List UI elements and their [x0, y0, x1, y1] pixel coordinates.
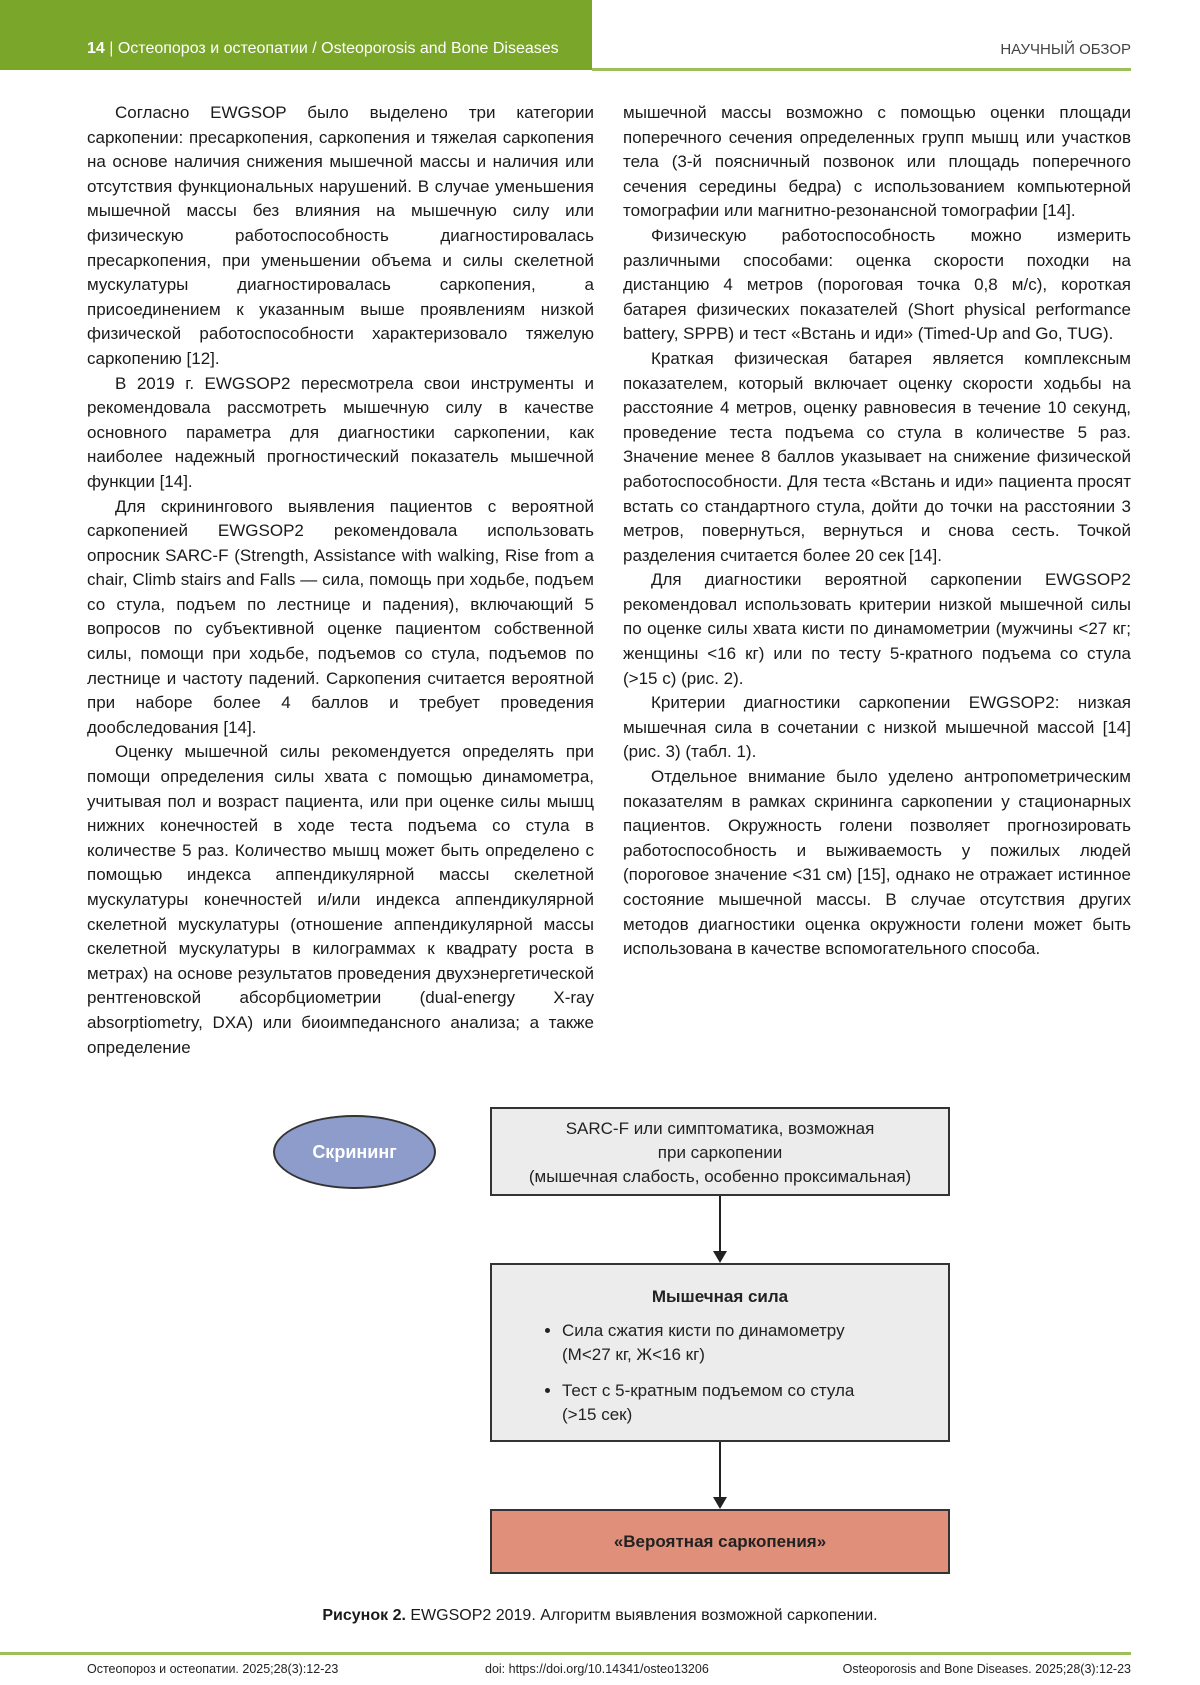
arrow-down-icon — [719, 1196, 721, 1261]
criterion-item — [562, 1319, 948, 1367]
paragraph: Краткая физическая батарея является комплексным показателем, который включает оценку скорости ходьбы на расстояние 4 метров, оценку равновесия в течение 10 секунд, проведение теста подъема со стула в количестве 5 раз. Значение менее 8 баллов указывает на снижение физической работоспособности. Для теста «Встань и иди» пациента просят встать со стандартного стула, дойти до точки на расстоянии 3 метров, повернуться, вернуться и снова сесть. Точкой разделения считается более 20 сек [14]. — [623, 348, 1131, 565]
running-header: 14 | Остеопороз и остеопатии / Osteoporosis and Bone Diseases — [87, 40, 559, 57]
page-number: 14 — [87, 40, 105, 57]
paragraph: В 2019 г. EWGSOP2 пересмотрела свои инструменты и рекомендовала рассмотреть мышечную силу в качестве основного параметра для диагностики саркопении, как наиболее надежный прогностический показатель мышечной функции [14]. — [87, 373, 594, 491]
sarc-f-box — [490, 1107, 950, 1196]
section-label: НАУЧНЫЙ ОБЗОР — [1000, 41, 1131, 58]
criterion-threshold: (М<27 кг, Ж<16 кг) — [562, 1345, 705, 1364]
figure-caption — [0, 1607, 1200, 1625]
arrow-down-icon — [719, 1442, 721, 1507]
header-divider — [592, 68, 1131, 71]
muscle-strength-box — [490, 1263, 950, 1442]
footer-citation-en: Osteoporosis and Bone Diseases. 2025;28(3):12-23 — [842, 1662, 1131, 1676]
header-band — [0, 0, 592, 70]
criterion-text: Сила сжатия кисти по динамометру — [562, 1321, 845, 1340]
probable-sarcopenia-box: «Вероятная саркопения» — [490, 1509, 950, 1574]
left-column — [87, 101, 594, 1060]
paragraph: мышечной массы возможно с помощью оценки площади поперечного сечения определенных групп мышц или участков тела (3-й поясничный позвонок или площадь поперечного сечения середины бедра) с использованием компьютерной томографии или магнитно-резонансной томографии [14]. — [623, 103, 1131, 221]
screening-ellipse: Скрининг — [273, 1115, 436, 1189]
footer-doi[interactable]: doi: https://doi.org/10.14341/osteo13206 — [485, 1662, 709, 1676]
criterion-item — [562, 1379, 948, 1427]
journal-title: Остеопороз и остеопатии / Osteoporosis and Bone Diseases — [117, 40, 559, 57]
paragraph: Отдельное внимание было уделено антропометрическим показателям в рамках скрининга саркопении у стационарных пациентов. Окружность голени позволяет прогнозировать работоспособность и выживаемость у пожилых людей (пороговое значение <31 см) [15], однако не отражает истинное состояние мышечной массы. В случае отсутствия других методов диагностики оценка окружности голени может быть использована в качестве вспомогательного способа. — [623, 767, 1131, 959]
paragraph: Для диагностики вероятной саркопении EWGSOP2 рекомендовал использовать критерии низкой мышечной силы по оценке силы хвата кисти по динамометрии (мужчины <27 кг; женщины <16 кг) или по тесту 5-кратного подъема со стула (>15 с) (рис. 2). — [623, 570, 1131, 688]
footer-divider — [0, 1652, 1131, 1655]
right-column — [623, 101, 1131, 962]
box-title: Мышечная сила — [651, 1287, 789, 1306]
caption-text: EWGSOP2 2019. Алгоритм выявления возможной саркопении. — [405, 1607, 878, 1624]
caption-label: Рисунок 2. — [322, 1607, 406, 1624]
criterion-threshold: (>15 сек) — [562, 1405, 633, 1424]
paragraph: Согласно EWGSOP было выделено три категории саркопении: пресаркопения, саркопения и тяжелая саркопения на основе наличия снижения мышечной массы и наличия или отсутствия функциональных нарушений. В случае уменьшения мышечной массы без влияния на мышечную силу или физическую работоспособность диагностировалась пресаркопения, при уменьшении объема и силы скелетной мускулатуры диагностировалась саркопения, а присоединением к указанным выше проявлениям низкой физической работоспособности характеризовало тяжелую саркопению [12]. — [87, 103, 594, 368]
box-line: (мышечная слабость, особенно проксимальная) — [528, 1167, 912, 1186]
paragraph: Физическую работоспособность можно измерить различными способами: оценка скорости походки на дистанцию 4 метров (пороговая точка 0,8 м/с), короткая батарея физических показателей (Short physical performance battery, SPPB) и тест «Встань и иди» (Timed-Up and Go, TUG). — [623, 225, 1131, 344]
criterion-text: Тест с 5-кратным подъемом со стула — [562, 1381, 855, 1400]
box-line: SARC-F или симптоматика, возможная — [565, 1119, 875, 1138]
paragraph: Критерии диагностики саркопении EWGSOP2: низкая мышечная сила в сочетании с низкой мышечной массой [14] (рис. 3) (табл. 1). — [623, 693, 1131, 762]
footer-citation-ru: Остеопороз и остеопатии. 2025;28(3):12-23 — [87, 1662, 339, 1676]
paragraph: Оценку мышечной силы рекомендуется определять при помощи определения силы хвата с помощью динамометра, учитывая пол и возраст пациента, или при оценке силы мышц нижних конечностей в ходе теста подъема со стула в количестве 5 раз. Количество мышц может быть определено с помощью индекса аппендикулярной массы скелетной мускулатуры конечностей и/или индекса аппендикулярной скелетной мускулатуры (отношение аппендикулярной массы скелетной мускулатуры в килограммах к квадрату роста в метрах) на основе результатов проведения двухэнергетической рентгеновской абсорбциометрии (dual-energy X-ray absorptiometry, DXA) или биоимпедансного анализа; а также определение — [87, 742, 594, 1057]
paragraph: Для скринингового выявления пациентов с вероятной саркопенией EWGSOP2 рекомендовала использовать опросник SARC-F (Strength, Assistance with walking, Rise from a chair, Climb stairs and Falls — сила, помощь при ходьбе, подъем со стула, подъем по лестнице и падения), включающий 5 вопросов по субъективной оценке пациентом собственной силы, помощи при ходьбе, подъемов со стула, подъемов по лестнице и частоту падений. Саркопения считается вероятной при наборе более 4 баллов и требует проведения дообследования [14]. — [87, 496, 594, 737]
box-line: при саркопении — [657, 1143, 783, 1162]
